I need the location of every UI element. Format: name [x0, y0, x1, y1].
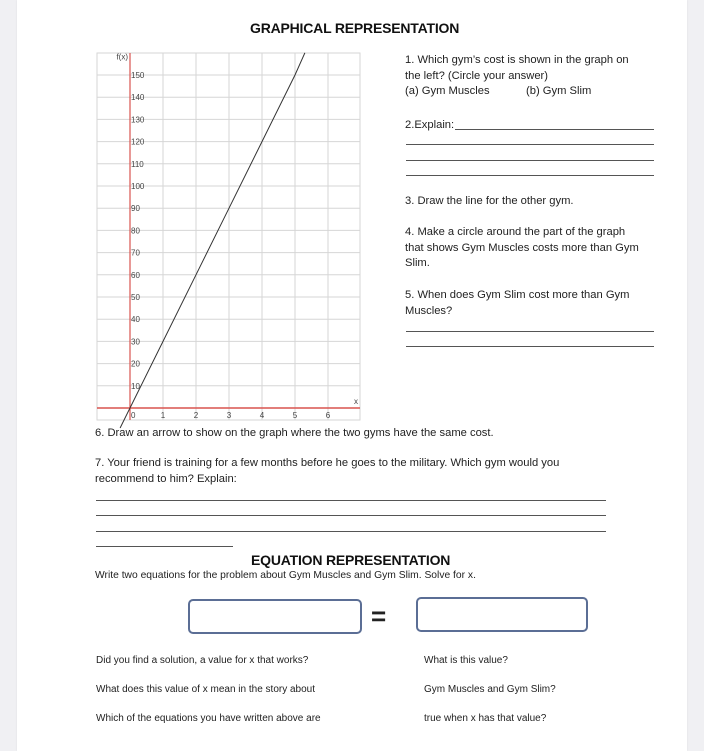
y-tick-label: 10 — [131, 381, 140, 391]
x-tick-label: 1 — [160, 411, 166, 420]
x-tick-label: 3 — [226, 411, 232, 420]
y-axis-label: f(x) — [116, 52, 128, 62]
q7-answer-line-3[interactable] — [96, 531, 606, 532]
y-tick-label: 40 — [131, 315, 140, 325]
q1-option-b[interactable]: (b) Gym Slim — [526, 85, 592, 97]
row-2-left: What does this value of x mean in the story about — [96, 684, 316, 695]
y-tick-label: 60 — [131, 270, 140, 280]
question-3: 3. Draw the line for the other gym. — [405, 195, 574, 207]
y-tick-label: 140 — [131, 93, 145, 103]
q2-label: 2.Explain: — [405, 119, 455, 131]
q2-answer-line-4[interactable] — [406, 175, 654, 176]
question-5 — [405, 288, 675, 319]
cost-line — [120, 53, 305, 428]
row-3-left: Which of the equations you have written above are — [96, 713, 321, 724]
x-axis-label: x — [354, 397, 358, 406]
equals-sign: = — [371, 601, 387, 631]
question-4 — [405, 225, 675, 272]
question-1 — [405, 53, 675, 99]
equation-title: EQUATION REPRESENTATION — [251, 552, 451, 568]
y-tick-label: 130 — [131, 115, 145, 125]
q5-answer-line-1[interactable] — [406, 331, 654, 332]
y-tick-label: 150 — [131, 71, 145, 80]
q2-answer-line-1[interactable] — [455, 129, 654, 130]
y-tick-label: 80 — [131, 226, 140, 236]
x-tick-label: 5 — [292, 411, 298, 420]
graphical-title: GRAPHICAL REPRESENTATION — [250, 20, 460, 36]
right-equation-box[interactable] — [416, 597, 588, 632]
q1-text-2: the left? (Circle your answer) — [405, 69, 549, 82]
row-2-right: Gym Muscles and Gym Slim? — [424, 684, 556, 695]
y-tick-label: 90 — [131, 204, 140, 214]
y-tick-label: 100 — [131, 182, 145, 191]
graph-tick-labels — [116, 52, 358, 420]
y-tick-label: 20 — [131, 359, 140, 369]
question-6: 6. Draw an arrow to show on the graph where the two gyms have the same cost. — [95, 427, 494, 439]
row-3-right: true when x has that value? — [424, 713, 547, 724]
y-tick-label: 110 — [131, 159, 144, 169]
x-tick-label: 2 — [193, 411, 199, 420]
q5-text-1: 5. When does Gym Slim cost more than Gym — [405, 289, 630, 301]
q4-text-1: 4. Make a circle around the part of the graph — [405, 226, 626, 238]
q5-text-2: Muscles? — [405, 304, 453, 317]
q7-text-1: 7. Your friend is training for a few months before he goes to the military. Which gym would you — [95, 457, 560, 469]
q7-answer-line-2[interactable] — [96, 515, 606, 516]
y-tick-label: 50 — [131, 293, 140, 302]
row-1-left: Did you find a solution, a value for x that works? — [96, 655, 309, 666]
x-tick-label: 6 — [325, 411, 331, 420]
row-1-right: What is this value? — [424, 655, 508, 666]
worksheet-page — [17, 0, 687, 751]
cost-graph[interactable] — [17, 0, 377, 430]
q5-answer-line-2[interactable] — [406, 346, 654, 347]
q2-answer-line-3[interactable] — [406, 160, 654, 161]
question-7 — [95, 456, 655, 487]
q4-text-2: that shows Gym Muscles costs more than Gym — [405, 241, 639, 254]
equation-instruction: Write two equations for the problem about Gym Muscles and Gym Slim. Solve for x. — [95, 570, 476, 581]
x-tick-label: 4 — [259, 411, 265, 420]
y-tick-label: 30 — [131, 337, 140, 347]
left-equation-box[interactable] — [188, 599, 362, 634]
q7-answer-line-4[interactable] — [96, 546, 233, 547]
q4-text-3: Slim. — [405, 257, 430, 269]
q7-text-2: recommend to him? Explain: — [95, 472, 237, 485]
y-tick-label: 120 — [131, 137, 145, 147]
q1-text: 1. Which gym’s cost is shown in the graph on — [405, 54, 629, 66]
q1-option-a[interactable]: (a) Gym Muscles — [405, 85, 490, 97]
q2-answer-line-2[interactable] — [406, 144, 654, 145]
x-tick-label-zero: 0 — [131, 411, 136, 420]
y-tick-label: 70 — [131, 248, 140, 258]
q7-answer-line-1[interactable] — [96, 500, 606, 501]
